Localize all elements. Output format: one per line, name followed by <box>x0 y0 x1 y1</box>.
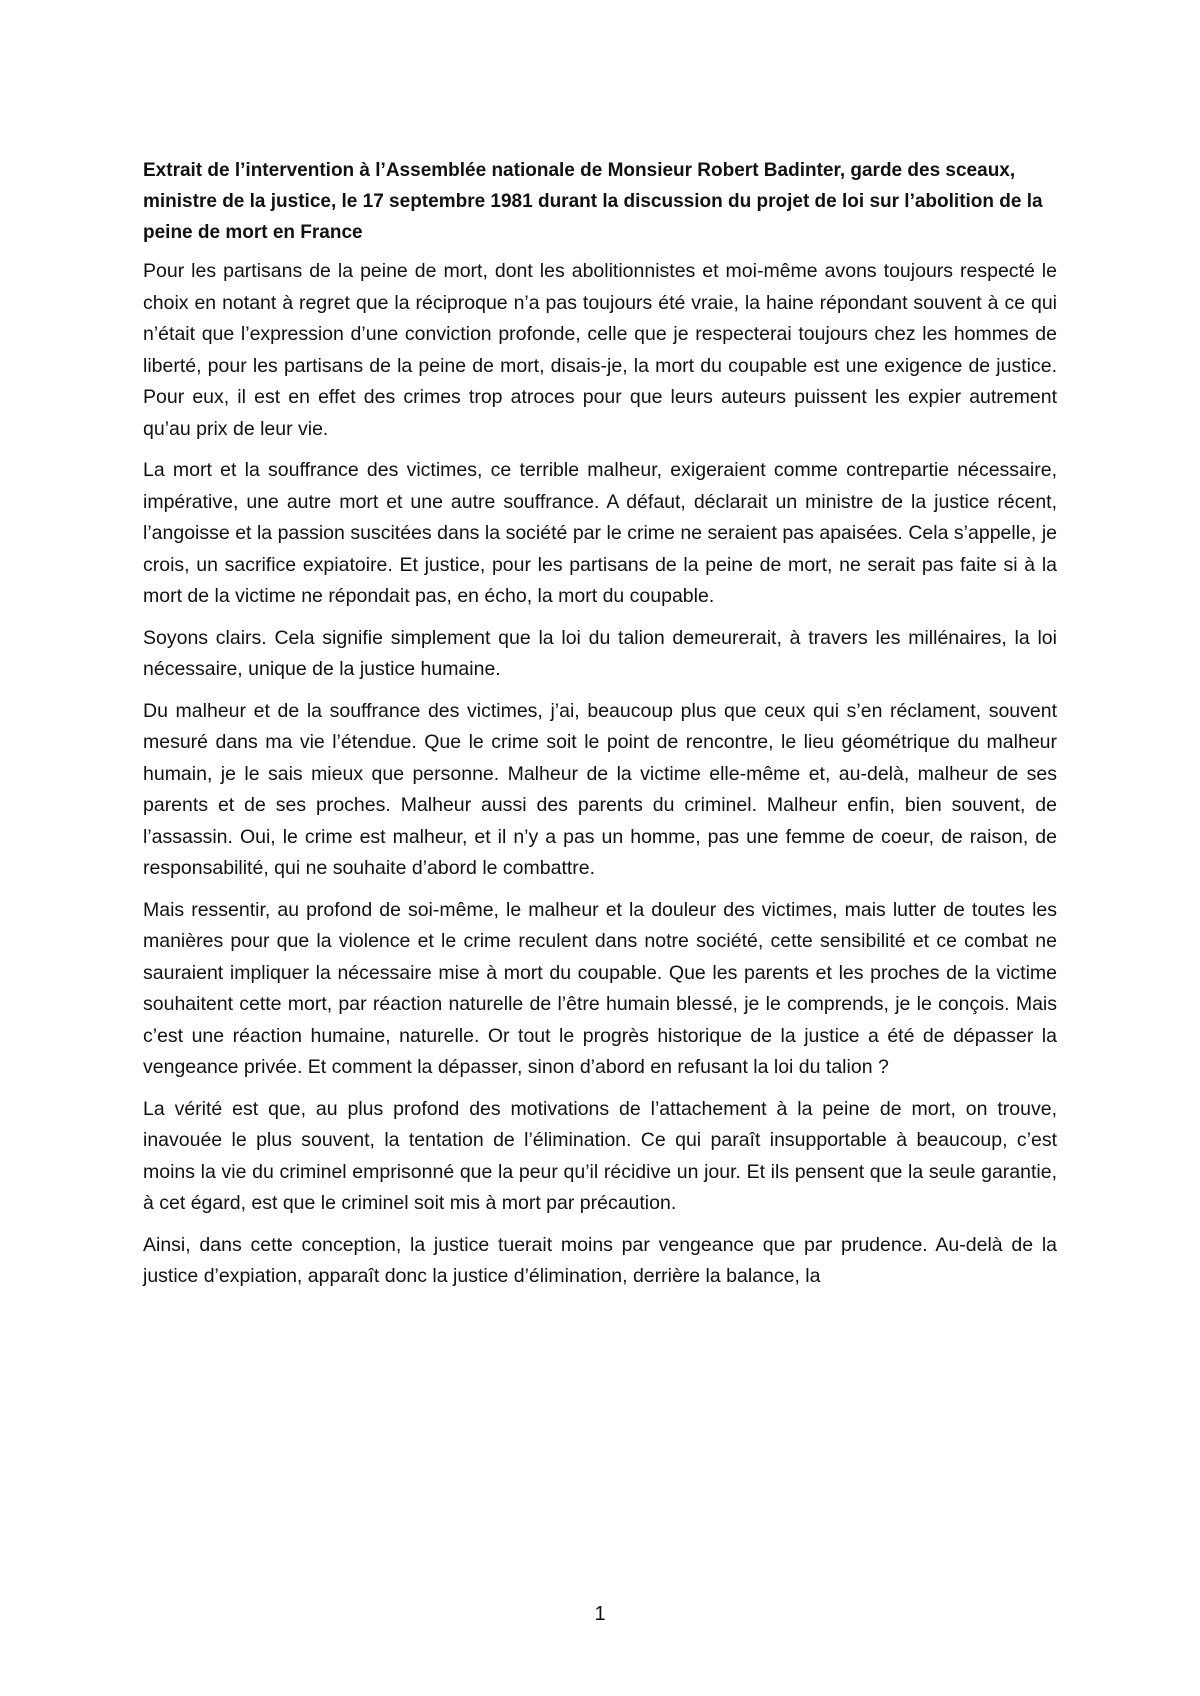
document-body <box>143 155 1057 1303</box>
page-number: 1 <box>594 1603 606 1625</box>
document-heading: Extrait de l’intervention à l’Assemblée nationale de Monsieur Robert Badinter, garde des sceaux, ministre de la justice, le 17 septembre 1981 durant la discussion du projet de loi sur l’abolition de la peine de mort en France <box>143 160 1043 243</box>
paragraph-1: Pour les partisans de la peine de mort, dont les abolitionnistes et moi-même avons toujours respecté le choix en notant à regret que la réciproque n’a pas toujours été vraie, la haine répondant souvent à ce qui n’était que l’expression d’une conviction profonde, celle que je respecterai toujours chez les hommes de liberté, pour les partisans de la peine de mort, disais-je, la mort du coupable est une exigence de justice. Pour eux, il est en effet des crimes trop atroces pour que leurs auteurs puissent les expier autrement qu’au prix de leur vie. <box>143 260 1057 440</box>
paragraph-4: Du malheur et de la souffrance des victimes, j’ai, beaucoup plus que ceux qui s’en réclament, souvent mesuré dans ma vie l’étendue. Que le crime soit le point de rencontre, le lieu géométrique du malheur humain, je le sais mieux que personne. Malheur de la victime elle-même et, au-delà, malheur de ses parents et de ses proches. Malheur aussi des parents du criminel. Malheur enfin, bien souvent, de l’assassin. Oui, le crime est malheur, et il n’y a pas un homme, pas une femme de coeur, de raison, de responsabilité, qui ne souhaite d’abord le combattre. <box>143 699 1057 879</box>
paragraph-5: Mais ressentir, au profond de soi-même, le malheur et la douleur des victimes, mais lutter de toutes les manières pour que la violence et le crime reculent dans notre société, cette sensibilité et ce combat ne sauraient impliquer la nécessaire mise à mort du coupable. Que les parents et les proches de la victime souhaitent cette mort, par réaction naturelle de l’être humain blessé, je le comprends, je le conçois. Mais c’est une réaction humaine, naturelle. Or tout le progrès historique de la justice a été de dépasser la vengeance privée. Et comment la dépasser, sinon d’abord en refusant la loi du talion ? <box>143 898 1057 1078</box>
paragraph-6: La vérité est que, au plus profond des motivations de l’attachement à la peine de mort, on trouve, inavouée le plus souvent, la tentation de l’élimination. Ce qui paraît insupportable à beaucoup, c’est moins la vie du criminel emprisonné que la peur qu’il récidive un jour. Et ils pensent que la seule garantie, à cet égard, est que le criminel soit mis à mort par précaution. <box>143 1097 1057 1214</box>
paragraph-2: La mort et la souffrance des victimes, ce terrible malheur, exigeraient comme contrepartie nécessaire, impérative, une autre mort et une autre souffrance. A défaut, déclarait un ministre de la justice récent, l’angoisse et la passion suscitées dans la société par le crime ne seraient pas apaisées. Cela s’appelle, je crois, un sacrifice expiatoire. Et justice, pour les partisans de la peine de mort, ne serait pas faite si à la mort de la victime ne répondait pas, en écho, la mort du coupable. <box>143 459 1057 607</box>
paragraph-7: Ainsi, dans cette conception, la justice tuerait moins par vengeance que par prudence. Au-delà de la justice d’expiation, apparaît donc la justice d’élimination, derrière la balance, la <box>143 1233 1057 1287</box>
paragraph-3: Soyons clairs. Cela signifie simplement que la loi du talion demeurerait, à travers les millénaires, la loi nécessaire, unique de la justice humaine. <box>143 626 1057 680</box>
